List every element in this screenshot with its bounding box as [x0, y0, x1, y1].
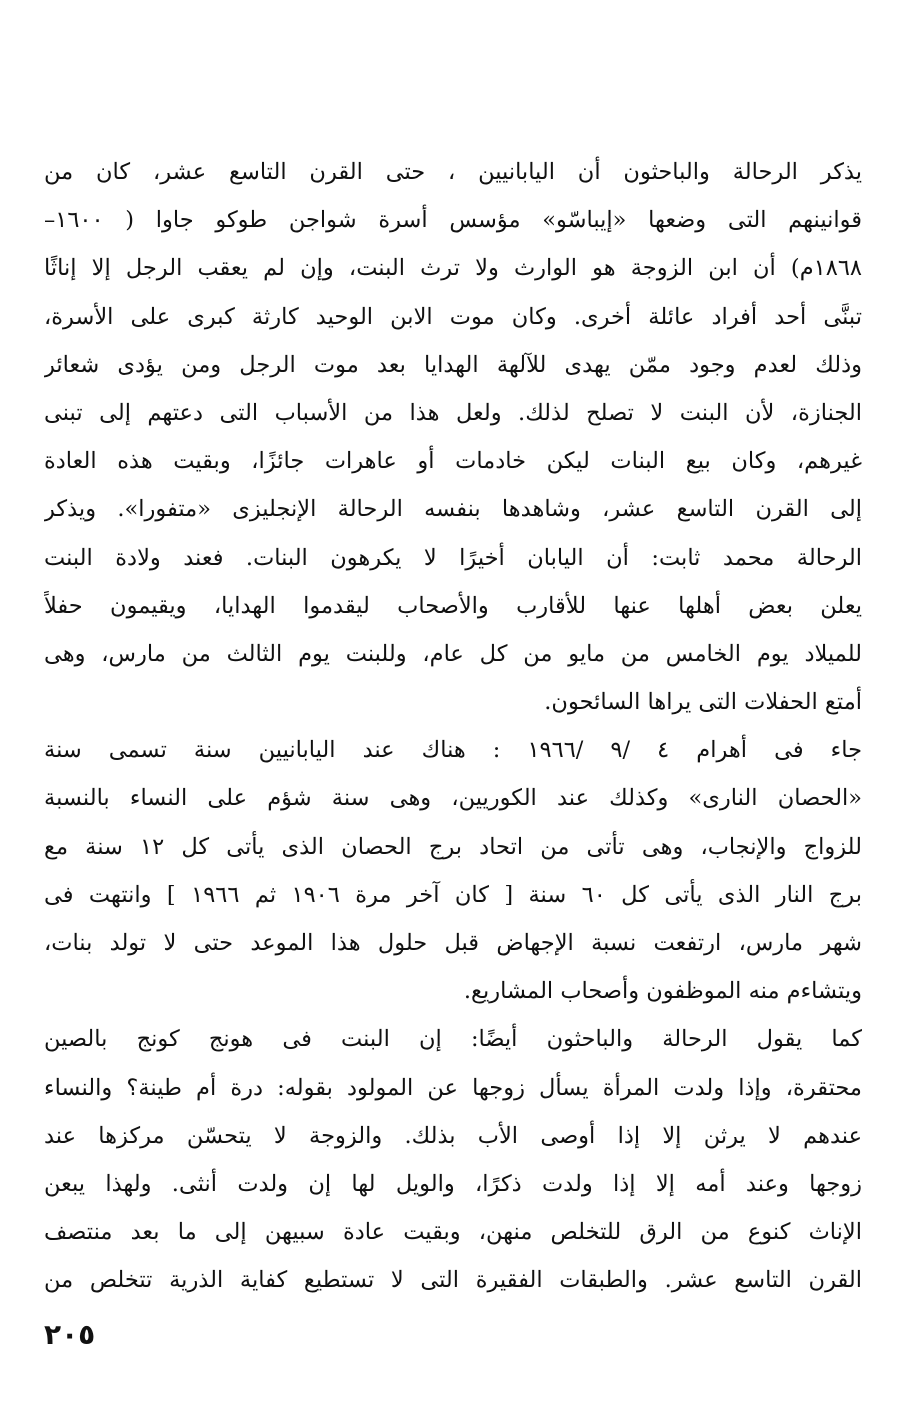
text-line: للزواج والإنجاب، وهى تأتى من اتحاد برج الحصان الذى يأتى كل ١٢ سنة مع	[44, 833, 862, 860]
text-line: تبنَّى أحد أفراد عائلة أخرى. وكان موت الابن الوحيد كارثة كبرى على الأسرة،	[44, 303, 862, 330]
text-line: إلى القرن التاسع عشر، وشاهدها بنفسه الرحالة الإنجليزى «متفورا». ويذكر	[44, 496, 862, 523]
text-line: ويتشاءم منه الموظفون وأصحاب المشاريع.	[463, 978, 862, 1005]
text-line: قوانينهم التى وضعها «إيباسّو» مؤسس أسرة شواجن طوكو جاوا ( ١٦٠٠–	[44, 207, 862, 234]
text-line: محتقرة، وإذا ولدت المرأة يسأل زوجها عن المولود بقوله: درة أم طينة؟ والنساء	[44, 1074, 862, 1101]
text-line: الإناث كنوع من الرق للتخلص منهن، وبقيت عادة سبيهن إلى ما بعد منتصف	[44, 1219, 862, 1246]
body-text	[44, 148, 862, 1305]
paragraph-2	[44, 726, 862, 1015]
text-line: غيرهم، وكان بيع البنات ليكن خادمات أو عاهرات جائزًا، وبقيت هذه العادة	[44, 448, 862, 475]
text-line: «الحصان النارى» وكذلك عند الكوريين، وهى سنة شؤم على النساء بالنسبة	[44, 785, 862, 812]
text-line: يذكر الرحالة والباحثون أن اليابانيين ، حتى القرن التاسع عشر، كان من	[44, 159, 862, 185]
text-line: للميلاد يوم الخامس من مايو من كل عام، وللبنت يوم الثالث من مارس، وهى	[44, 640, 862, 667]
page-number: ٢٠٥	[44, 1318, 96, 1351]
text-line: شهر مارس، ارتفعت نسبة الإجهاض قبل حلول هذا الموعد حتى لا تولد بنات،	[44, 930, 862, 956]
text-line: وذلك لعدم وجود ممّن يهدى للآلهة الهدايا بعد موت الرجل ومن يؤدى شعائر	[44, 351, 862, 378]
text-line: أمتع الحفلات التى يراها السائحون.	[544, 689, 862, 716]
text-line: جاء فى أهرام ٤ /٩ /١٩٦٦ : هناك عند اليابانيين سنة تسمى سنة	[44, 737, 862, 764]
text-line: الجنازة، لأن البنت لا تصلح لذلك. ولعل هذا من الأسباب التى دعتهم إلى تبنى	[44, 399, 862, 426]
text-line: يعلن بعض أهلها عنها للأقارب والأصحاب ليقدموا الهدايا، ويقيمون حفلاً	[44, 592, 862, 619]
text-line: القرن التاسع عشر. والطبقات الفقيرة التى لا تستطيع كفاية الذرية تتخلص من	[44, 1267, 862, 1294]
text-line: ١٨٦٨م) أن ابن الزوجة هو الوارث ولا ترث البنت، وإن لم يعقب الرجل إلا إناثًا	[44, 255, 862, 282]
text-line: زوجها وعند أمه إلا إذا ولدت ذكرًا، والويل لها إن ولدت أنثى. ولهذا يبعن	[44, 1170, 862, 1197]
text-line: عندهم لا يرثن إلا إذا أوصى الأب بذلك. والزوجة لا يتحسّن مركزها عند	[44, 1122, 862, 1149]
paragraph-3	[44, 1015, 862, 1304]
text-line: كما يقول الرحالة والباحثون أيضًا: إن البنت فى هونج كونج بالصين	[44, 1026, 862, 1053]
paragraph-1	[44, 148, 862, 726]
text-line: الرحالة محمد ثابت: أن اليابان أخيرًا لا يكرهون البنات. فعند ولادة البنت	[44, 544, 862, 571]
text-line: برج النار الذى يأتى كل ٦٠ سنة [ كان آخر مرة ١٩٠٦ ثم ١٩٦٦ ] وانتهت فى	[44, 881, 862, 908]
